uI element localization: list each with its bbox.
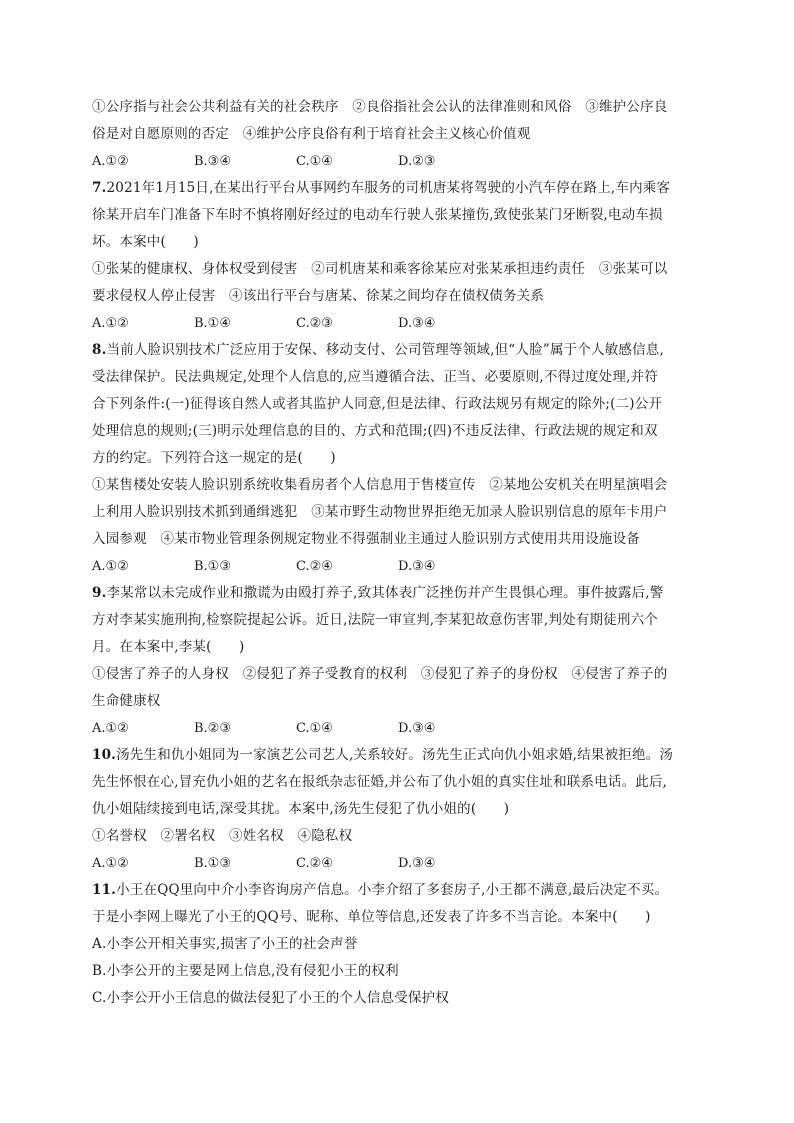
lead-in-block — [92, 94, 712, 175]
option-b[interactable]: B.③④ — [194, 154, 231, 169]
question-stem-line: 坏。本案中( ) — [92, 234, 199, 250]
question-stem-line — [92, 175, 712, 202]
question-stem-line: 先生怀恨在心,冒充仇小姐的艺名在报纸杂志征婚,并公布了仇小姐的真实住址和联系电话。此后, — [92, 774, 668, 790]
question-10 — [92, 742, 712, 877]
question-stem-line: 合下列条件:(一)征得该自然人或者其监护人同意,但是法律、行政法规另有规定的除外;(二)公开 — [92, 396, 663, 412]
question-number: 9. — [92, 585, 107, 601]
option-b[interactable]: B.①③ — [194, 559, 231, 574]
question-number: 10. — [92, 747, 117, 763]
question-11 — [92, 877, 712, 1012]
option-d[interactable]: D.③④ — [398, 721, 436, 736]
option-d[interactable]: D.②③ — [398, 154, 436, 169]
statement-line: 要求侵权人停止侵害 ④该出行平台与唐某、徐某之间均存在债权债务关系 — [92, 288, 545, 304]
option-c[interactable]: C.②③ — [296, 316, 333, 331]
option-row — [92, 715, 712, 742]
option-c[interactable]: C.小李公开小王信息的做法侵犯了小王的个人信息受保护权 — [92, 990, 450, 1006]
stem-text: 小王在QQ里向中介小李咨询房产信息。小李介绍了多套房子,小王都不满意,最后决定不买。 — [116, 882, 669, 898]
statement-line: ①张某的健康权、身体权受到侵害 ②司机唐某和乘客徐某应对张某承担违约责任 ③张某可以 — [92, 261, 668, 277]
option-row — [92, 553, 712, 580]
question-number: 11. — [92, 882, 117, 898]
question-8 — [92, 337, 712, 580]
option-c[interactable]: C.①④ — [296, 154, 333, 169]
statement-line: 生命健康权 — [92, 693, 161, 709]
question-stem-line: 月。在本案中,李某( ) — [92, 639, 245, 655]
option-a[interactable]: A.①② — [92, 721, 129, 736]
option-d[interactable]: D.③④ — [398, 559, 436, 574]
option-b[interactable]: B.②③ — [194, 721, 231, 736]
option-c[interactable]: C.②④ — [296, 559, 333, 574]
option-c[interactable]: C.②④ — [296, 856, 333, 871]
statement-line: 上利用人脸识别技术抓到通缉逃犯 ③某市野生动物世界拒绝无加录人脸识别信息的原年卡用户 — [92, 504, 668, 520]
stem-text: 2021年1月15日,在某出行平台从事网约车服务的司机唐某将驾驶的小汽车停在路上,车内乘客 — [106, 180, 671, 196]
question-stem-line — [92, 742, 712, 769]
option-row — [92, 148, 712, 175]
option-b[interactable]: B.①④ — [194, 316, 231, 331]
option-b[interactable]: B.小李公开的主要是网上信息,没有侵犯小王的权利 — [92, 963, 399, 979]
statement-line: 入园参观 ④某市物业管理条例规定物业不得强制业主通过人脸识别方式使用共用设施设备 — [92, 531, 640, 547]
option-a[interactable]: A.①② — [92, 316, 129, 331]
question-stem-line: 处理信息的规则;(三)明示处理信息的目的、方式和范围;(四)不违反法律、行政法规的规定和双 — [92, 423, 658, 439]
statement-line: ①某售楼处安装人脸识别系统收集看房者个人信息用于售楼宣传 ②某地公安机关在明星演唱会 — [92, 477, 668, 493]
option-c[interactable]: C.①④ — [296, 721, 333, 736]
question-stem-line: 受法律保护。民法典规定,处理个人信息的,应当遵循合法、正当、必要原则,不得过度处理,并符 — [92, 369, 658, 385]
statement-line: ①名誉权 ②署名权 ③姓名权 ④隐私权 — [92, 828, 353, 844]
statement-line: ①侵害了养子的人身权 ②侵犯了养子受教育的权利 ③侵犯了养子的身份权 ④侵害了养子的 — [92, 666, 668, 682]
question-number: 7. — [92, 180, 107, 196]
stem-text: 当前人脸识别技术广泛应用于安保、移动支付、公司管理等领域,但“人脸”属于个人敏感信息, — [106, 342, 664, 358]
option-d[interactable]: D.③④ — [398, 856, 436, 871]
exam-page — [92, 94, 712, 1012]
stem-text: 李某常以未完成作业和撒谎为由殴打养子,致其体表广泛挫伤并产生畏惧心理。事件披露后,警 — [106, 585, 664, 601]
question-stem-line: 于是小李网上曝光了小王的QQ号、昵称、单位等信息,还发表了许多不当言论。本案中( ) — [92, 909, 651, 925]
stem-text: 汤先生和仇小姐同为一家演艺公司艺人,关系较好。汤先生正式向仇小姐求婚,结果被拒绝。汤 — [116, 747, 674, 763]
question-stem-line: 方对李某实施刑拘,检察院提起公诉。近日,法院一审宣判,李某犯故意伤害罪,判处有期徒刑六个 — [92, 612, 658, 628]
option-row — [92, 310, 712, 337]
statement-line: ①公序指与社会公共利益有关的社会秩序 ②良俗指社会公认的法律准则和风俗 ③维护公序良 — [92, 99, 668, 115]
option-a[interactable]: A.①② — [92, 856, 129, 871]
question-number: 8. — [92, 342, 107, 358]
question-stem-line: 仇小姐陆续接到电话,深受其扰。本案中,汤先生侵犯了仇小姐的( ) — [92, 801, 510, 817]
question-stem-line: 方的约定。下列符合这一规定的是( ) — [92, 450, 336, 466]
option-b[interactable]: B.①③ — [194, 856, 231, 871]
option-a[interactable]: A.①② — [92, 559, 129, 574]
question-stem-line — [92, 877, 712, 904]
option-row — [92, 850, 712, 877]
statement-line: 俗是对自愿原则的否定 ④维护公序良俗有利于培育社会主义核心价值观 — [92, 126, 531, 142]
question-9 — [92, 580, 712, 742]
question-stem-line — [92, 337, 712, 364]
option-d[interactable]: D.③④ — [398, 316, 436, 331]
question-stem-line — [92, 580, 712, 607]
question-7 — [92, 175, 712, 337]
question-stem-line: 徐某开启车门准备下车时不慎将刚好经过的电动车行驶人张某撞伤,致使张某门牙断裂,电动车损 — [92, 207, 663, 223]
option-a[interactable]: A.①② — [92, 154, 129, 169]
option-a[interactable]: A.小李公开相关事实,损害了小王的社会声誉 — [92, 936, 358, 952]
